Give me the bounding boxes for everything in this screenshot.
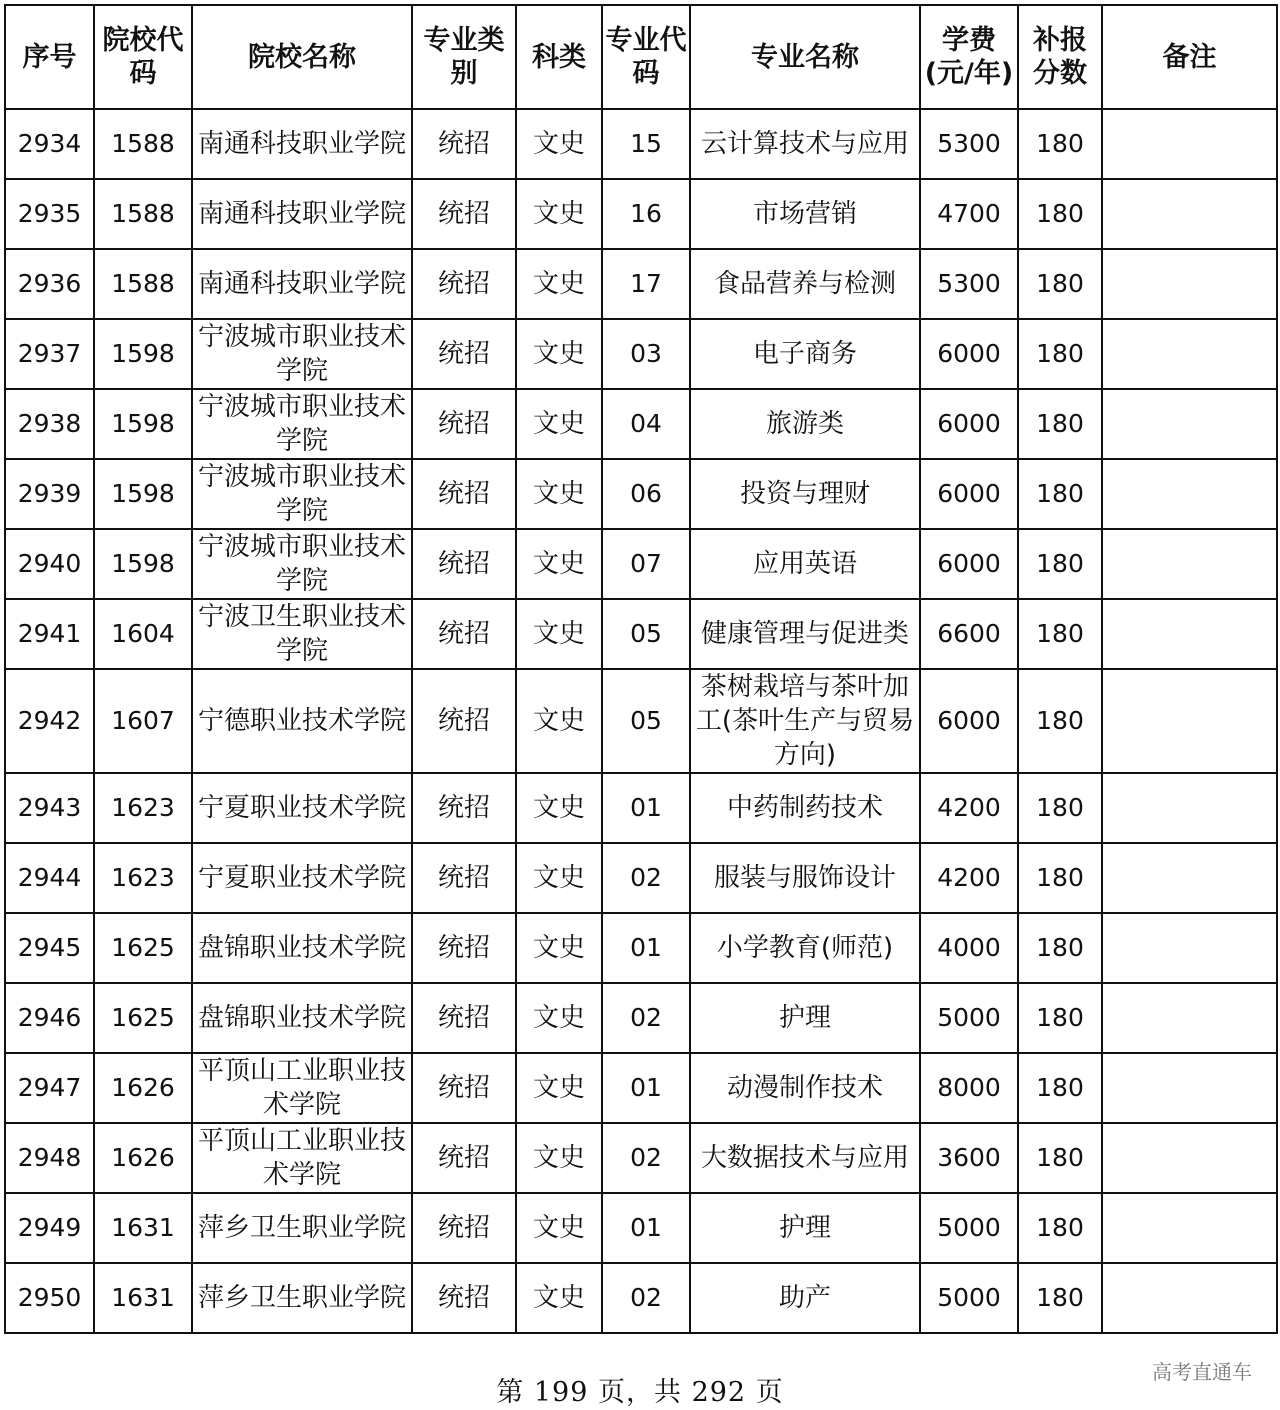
cell-major-code: 02 (602, 843, 690, 913)
page-table-wrapper (4, 4, 1276, 1334)
cell-score: 180 (1018, 1123, 1102, 1193)
cell-school-code: 1631 (94, 1263, 192, 1333)
cell-seq: 2942 (5, 669, 94, 773)
admission-table (4, 4, 1278, 1334)
cell-remarks (1102, 1193, 1277, 1263)
table-row (5, 1053, 1277, 1123)
cell-score: 180 (1018, 109, 1102, 179)
cell-school-name: 平顶山工业职业技术学院 (192, 1053, 412, 1123)
cell-major-code: 02 (602, 1263, 690, 1333)
cell-major-category: 统招 (412, 319, 516, 389)
cell-major-category: 统招 (412, 1123, 516, 1193)
header-remarks: 备注 (1102, 5, 1277, 109)
cell-major-category: 统招 (412, 913, 516, 983)
cell-major-code: 04 (602, 389, 690, 459)
cell-score: 180 (1018, 913, 1102, 983)
cell-tuition: 4200 (920, 843, 1018, 913)
cell-major-code: 05 (602, 599, 690, 669)
cell-school-code: 1588 (94, 179, 192, 249)
cell-subject: 文史 (516, 669, 602, 773)
cell-school-name: 盘锦职业技术学院 (192, 983, 412, 1053)
cell-remarks (1102, 669, 1277, 773)
cell-major-name: 食品营养与检测 (690, 249, 920, 319)
cell-remarks (1102, 109, 1277, 179)
cell-major-name: 电子商务 (690, 319, 920, 389)
cell-subject: 文史 (516, 529, 602, 599)
cell-subject: 文史 (516, 913, 602, 983)
cell-major-code: 01 (602, 773, 690, 843)
cell-tuition: 5300 (920, 109, 1018, 179)
cell-major-code: 15 (602, 109, 690, 179)
cell-major-category: 统招 (412, 179, 516, 249)
cell-remarks (1102, 913, 1277, 983)
cell-school-code: 1626 (94, 1053, 192, 1123)
page-footer: 第 199 页，共 292 页 (496, 1377, 784, 1408)
cell-score: 180 (1018, 179, 1102, 249)
watermark: 高考直通车 (1152, 1360, 1252, 1384)
cell-major-category: 统招 (412, 249, 516, 319)
table-row (5, 1263, 1277, 1333)
cell-remarks (1102, 983, 1277, 1053)
header-score: 补报分数 (1018, 5, 1102, 109)
cell-subject: 文史 (516, 1193, 602, 1263)
cell-school-code: 1631 (94, 1193, 192, 1263)
cell-major-category: 统招 (412, 983, 516, 1053)
cell-seq: 2947 (5, 1053, 94, 1123)
cell-school-code: 1588 (94, 249, 192, 319)
cell-school-code: 1598 (94, 459, 192, 529)
table-row (5, 1123, 1277, 1193)
cell-school-code: 1623 (94, 773, 192, 843)
cell-major-name: 应用英语 (690, 529, 920, 599)
cell-seq: 2941 (5, 599, 94, 669)
cell-major-name: 护理 (690, 983, 920, 1053)
table-row (5, 599, 1277, 669)
cell-seq: 2939 (5, 459, 94, 529)
cell-major-category: 统招 (412, 529, 516, 599)
cell-major-name: 服装与服饰设计 (690, 843, 920, 913)
cell-major-category: 统招 (412, 599, 516, 669)
cell-score: 180 (1018, 1263, 1102, 1333)
cell-score: 180 (1018, 529, 1102, 599)
cell-major-name: 中药制药技术 (690, 773, 920, 843)
cell-tuition: 6600 (920, 599, 1018, 669)
cell-major-name: 旅游类 (690, 389, 920, 459)
table-body (5, 109, 1277, 1333)
table-row (5, 1193, 1277, 1263)
cell-subject: 文史 (516, 1053, 602, 1123)
cell-major-category: 统招 (412, 669, 516, 773)
cell-subject: 文史 (516, 1263, 602, 1333)
cell-school-name: 宁波城市职业技术学院 (192, 529, 412, 599)
header-row (5, 5, 1277, 109)
cell-subject: 文史 (516, 319, 602, 389)
cell-major-name: 投资与理财 (690, 459, 920, 529)
cell-school-name: 萍乡卫生职业学院 (192, 1263, 412, 1333)
cell-remarks (1102, 459, 1277, 529)
table-row (5, 773, 1277, 843)
cell-major-category: 统招 (412, 773, 516, 843)
table-row (5, 669, 1277, 773)
cell-subject: 文史 (516, 773, 602, 843)
cell-school-name: 南通科技职业学院 (192, 179, 412, 249)
cell-tuition: 5000 (920, 983, 1018, 1053)
cell-score: 180 (1018, 669, 1102, 773)
cell-school-code: 1625 (94, 983, 192, 1053)
cell-major-name: 云计算技术与应用 (690, 109, 920, 179)
cell-remarks (1102, 1123, 1277, 1193)
cell-score: 180 (1018, 249, 1102, 319)
cell-school-name: 南通科技职业学院 (192, 109, 412, 179)
cell-subject: 文史 (516, 599, 602, 669)
cell-major-code: 16 (602, 179, 690, 249)
cell-major-code: 07 (602, 529, 690, 599)
cell-major-category: 统招 (412, 459, 516, 529)
cell-school-code: 1598 (94, 319, 192, 389)
cell-major-code: 02 (602, 1123, 690, 1193)
cell-subject: 文史 (516, 249, 602, 319)
cell-school-code: 1623 (94, 843, 192, 913)
cell-school-name: 宁波城市职业技术学院 (192, 389, 412, 459)
cell-seq: 2948 (5, 1123, 94, 1193)
header-tuition: 学费(元/年) (920, 5, 1018, 109)
table-row (5, 529, 1277, 599)
cell-tuition: 6000 (920, 529, 1018, 599)
cell-seq: 2938 (5, 389, 94, 459)
table-row (5, 249, 1277, 319)
cell-subject: 文史 (516, 983, 602, 1053)
cell-major-name: 动漫制作技术 (690, 1053, 920, 1123)
cell-remarks (1102, 843, 1277, 913)
cell-tuition: 5000 (920, 1263, 1018, 1333)
cell-school-code: 1626 (94, 1123, 192, 1193)
cell-seq: 2943 (5, 773, 94, 843)
cell-major-name: 小学教育(师范) (690, 913, 920, 983)
cell-tuition: 4000 (920, 913, 1018, 983)
cell-major-category: 统招 (412, 1193, 516, 1263)
cell-score: 180 (1018, 773, 1102, 843)
cell-score: 180 (1018, 1193, 1102, 1263)
cell-seq: 2936 (5, 249, 94, 319)
cell-school-name: 盘锦职业技术学院 (192, 913, 412, 983)
cell-score: 180 (1018, 1053, 1102, 1123)
cell-remarks (1102, 599, 1277, 669)
cell-score: 180 (1018, 983, 1102, 1053)
table-row (5, 179, 1277, 249)
cell-subject: 文史 (516, 179, 602, 249)
cell-major-code: 01 (602, 913, 690, 983)
cell-school-name: 宁德职业技术学院 (192, 669, 412, 773)
cell-school-code: 1604 (94, 599, 192, 669)
cell-remarks (1102, 249, 1277, 319)
cell-subject: 文史 (516, 843, 602, 913)
table-row (5, 109, 1277, 179)
header-major-name: 专业名称 (690, 5, 920, 109)
table-row (5, 843, 1277, 913)
cell-school-name: 宁波城市职业技术学院 (192, 459, 412, 529)
cell-tuition: 6000 (920, 459, 1018, 529)
table-row (5, 913, 1277, 983)
cell-subject: 文史 (516, 109, 602, 179)
cell-major-name: 护理 (690, 1193, 920, 1263)
table-row (5, 459, 1277, 529)
cell-school-name: 萍乡卫生职业学院 (192, 1193, 412, 1263)
cell-major-code: 17 (602, 249, 690, 319)
header-seq: 序号 (5, 5, 94, 109)
cell-major-name: 健康管理与促进类 (690, 599, 920, 669)
cell-major-category: 统招 (412, 1263, 516, 1333)
cell-score: 180 (1018, 843, 1102, 913)
cell-major-code: 03 (602, 319, 690, 389)
cell-remarks (1102, 773, 1277, 843)
cell-major-category: 统招 (412, 389, 516, 459)
cell-score: 180 (1018, 459, 1102, 529)
cell-major-code: 01 (602, 1053, 690, 1123)
cell-school-name: 宁夏职业技术学院 (192, 773, 412, 843)
cell-tuition: 4200 (920, 773, 1018, 843)
cell-school-name: 平顶山工业职业技术学院 (192, 1123, 412, 1193)
cell-tuition: 6000 (920, 389, 1018, 459)
cell-remarks (1102, 1053, 1277, 1123)
cell-major-category: 统招 (412, 1053, 516, 1123)
cell-school-name: 宁波城市职业技术学院 (192, 319, 412, 389)
cell-remarks (1102, 1263, 1277, 1333)
cell-seq: 2949 (5, 1193, 94, 1263)
cell-subject: 文史 (516, 389, 602, 459)
header-major-code: 专业代码 (602, 5, 690, 109)
cell-major-name: 市场营销 (690, 179, 920, 249)
cell-school-code: 1607 (94, 669, 192, 773)
cell-tuition: 6000 (920, 669, 1018, 773)
cell-major-category: 统招 (412, 843, 516, 913)
cell-tuition: 3600 (920, 1123, 1018, 1193)
cell-remarks (1102, 389, 1277, 459)
header-school-code: 院校代码 (94, 5, 192, 109)
cell-seq: 2944 (5, 843, 94, 913)
header-subject: 科类 (516, 5, 602, 109)
cell-school-name: 宁波卫生职业技术学院 (192, 599, 412, 669)
header-school-name: 院校名称 (192, 5, 412, 109)
cell-seq: 2950 (5, 1263, 94, 1333)
cell-school-code: 1588 (94, 109, 192, 179)
cell-remarks (1102, 529, 1277, 599)
cell-seq: 2945 (5, 913, 94, 983)
cell-seq: 2937 (5, 319, 94, 389)
cell-score: 180 (1018, 389, 1102, 459)
cell-score: 180 (1018, 319, 1102, 389)
cell-seq: 2946 (5, 983, 94, 1053)
cell-major-code: 05 (602, 669, 690, 773)
cell-subject: 文史 (516, 459, 602, 529)
cell-tuition: 8000 (920, 1053, 1018, 1123)
cell-school-code: 1625 (94, 913, 192, 983)
cell-remarks (1102, 319, 1277, 389)
cell-tuition: 5000 (920, 1193, 1018, 1263)
cell-remarks (1102, 179, 1277, 249)
cell-major-name: 大数据技术与应用 (690, 1123, 920, 1193)
cell-major-name: 茶树栽培与茶叶加工(茶叶生产与贸易方向) (690, 669, 920, 773)
cell-seq: 2935 (5, 179, 94, 249)
cell-major-category: 统招 (412, 109, 516, 179)
cell-score: 180 (1018, 599, 1102, 669)
table-row (5, 319, 1277, 389)
cell-major-code: 01 (602, 1193, 690, 1263)
cell-major-name: 助产 (690, 1263, 920, 1333)
cell-school-code: 1598 (94, 389, 192, 459)
cell-subject: 文史 (516, 1123, 602, 1193)
cell-tuition: 6000 (920, 319, 1018, 389)
cell-school-code: 1598 (94, 529, 192, 599)
cell-tuition: 5300 (920, 249, 1018, 319)
cell-major-code: 02 (602, 983, 690, 1053)
cell-seq: 2940 (5, 529, 94, 599)
table-row (5, 983, 1277, 1053)
cell-school-name: 宁夏职业技术学院 (192, 843, 412, 913)
header-major-category: 专业类别 (412, 5, 516, 109)
cell-seq: 2934 (5, 109, 94, 179)
cell-school-name: 南通科技职业学院 (192, 249, 412, 319)
cell-tuition: 4700 (920, 179, 1018, 249)
table-row (5, 389, 1277, 459)
cell-major-code: 06 (602, 459, 690, 529)
